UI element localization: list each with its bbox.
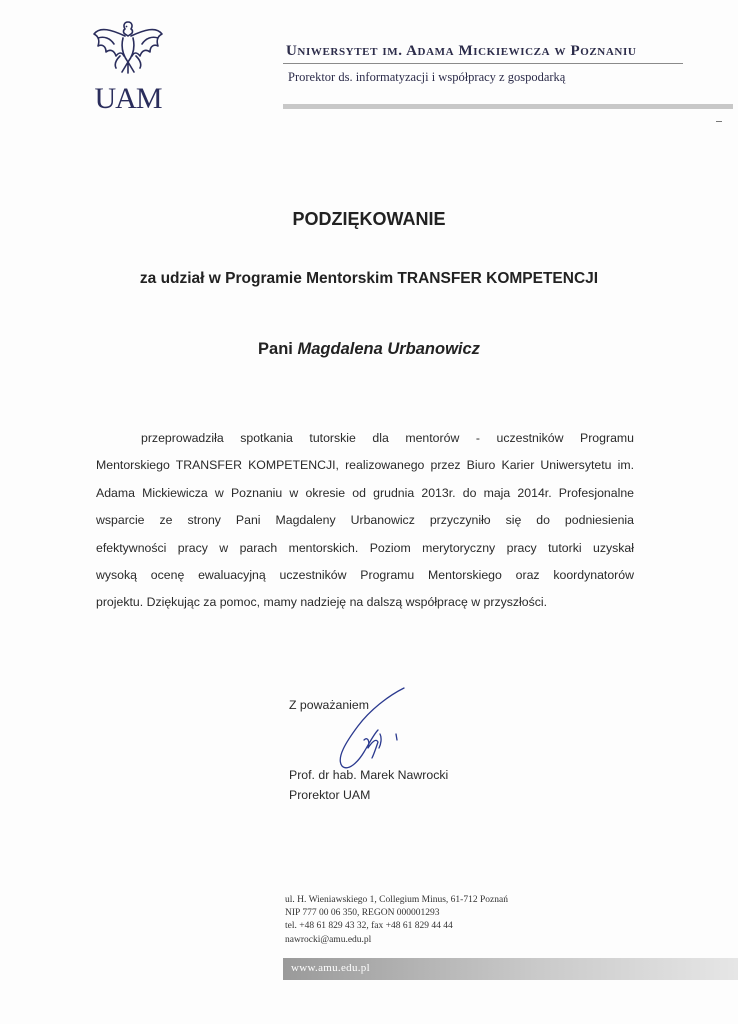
handwritten-signature [318, 686, 418, 776]
footer-nip-regon: NIP 777 00 06 350, REGON 000001293 [285, 908, 440, 919]
letter-title: PODZIĘKOWANIE [292, 209, 446, 229]
closing-phrase: Z poważaniem [289, 698, 369, 712]
footer-email: nawrocki@amu.edu.pl [285, 934, 372, 945]
uam-eagle-logo [90, 16, 166, 112]
office-name: Prorektor ds. informatyzacji i współpracy z gospodarką [288, 70, 566, 84]
letter-subtitle: za udział w Programie Mentorskim TRANSFER KOMPETENCJI [139, 270, 599, 287]
logo-text: UAM [94, 82, 162, 112]
body-line: wysoką ocenę ewaluacyjną uczestników Programu Mentorskiego oraz koordynatorów [96, 567, 634, 582]
website-link[interactable]: www.amu.edu.pl [291, 962, 370, 974]
addressee-prefix: Pani [258, 340, 298, 358]
body-line: Adama Mickiewicza w Poznaniu w okresie od grudnia 2013r. do maja 2014r. Profesjonalne [96, 485, 634, 500]
university-name: Uniwersytet im. Adama Mickiewicza w Poznaniu [286, 43, 637, 59]
footer-phone-fax: tel. +48 61 829 43 32, fax +48 61 829 44 44 [285, 921, 453, 932]
footer-contact [285, 894, 508, 947]
body-line: efektywności pracy w parach mentorskich. Poziom merytoryczny pracy tutorki uzyskał [96, 540, 634, 555]
body-line: Mentorskiego TRANSFER KOMPETENCJI, realizowanego przez Biuro Karier Uniwersytetu im. [96, 458, 634, 473]
scan-mark [716, 121, 722, 122]
letterhead-bar [283, 104, 733, 109]
addressee-name: Magdalena Urbanowicz [297, 340, 480, 358]
letterhead-divider [283, 63, 683, 64]
body-line: przeprowadziła spotkania tutorskie dla mentorów - uczestników Programu [141, 431, 634, 445]
footer-address: ul. H. Wieniawskiego 1, Collegium Minus, 61-712 Poznań [285, 895, 508, 905]
body-line: projektu. Dziękując za pomoc, mamy nadzieję na dalszą współpracę w przyszłości. [96, 595, 548, 610]
website-bar [283, 958, 738, 980]
letter-body [96, 429, 634, 621]
signer-name: Prof. dr hab. Marek Nawrocki [289, 768, 449, 782]
addressee [0, 340, 738, 359]
signer-title: Prorektor UAM [289, 788, 371, 802]
body-line: wsparcie ze strony Pani Magdaleny Urbanowicz przyczyniło się do podniesienia [96, 513, 634, 528]
